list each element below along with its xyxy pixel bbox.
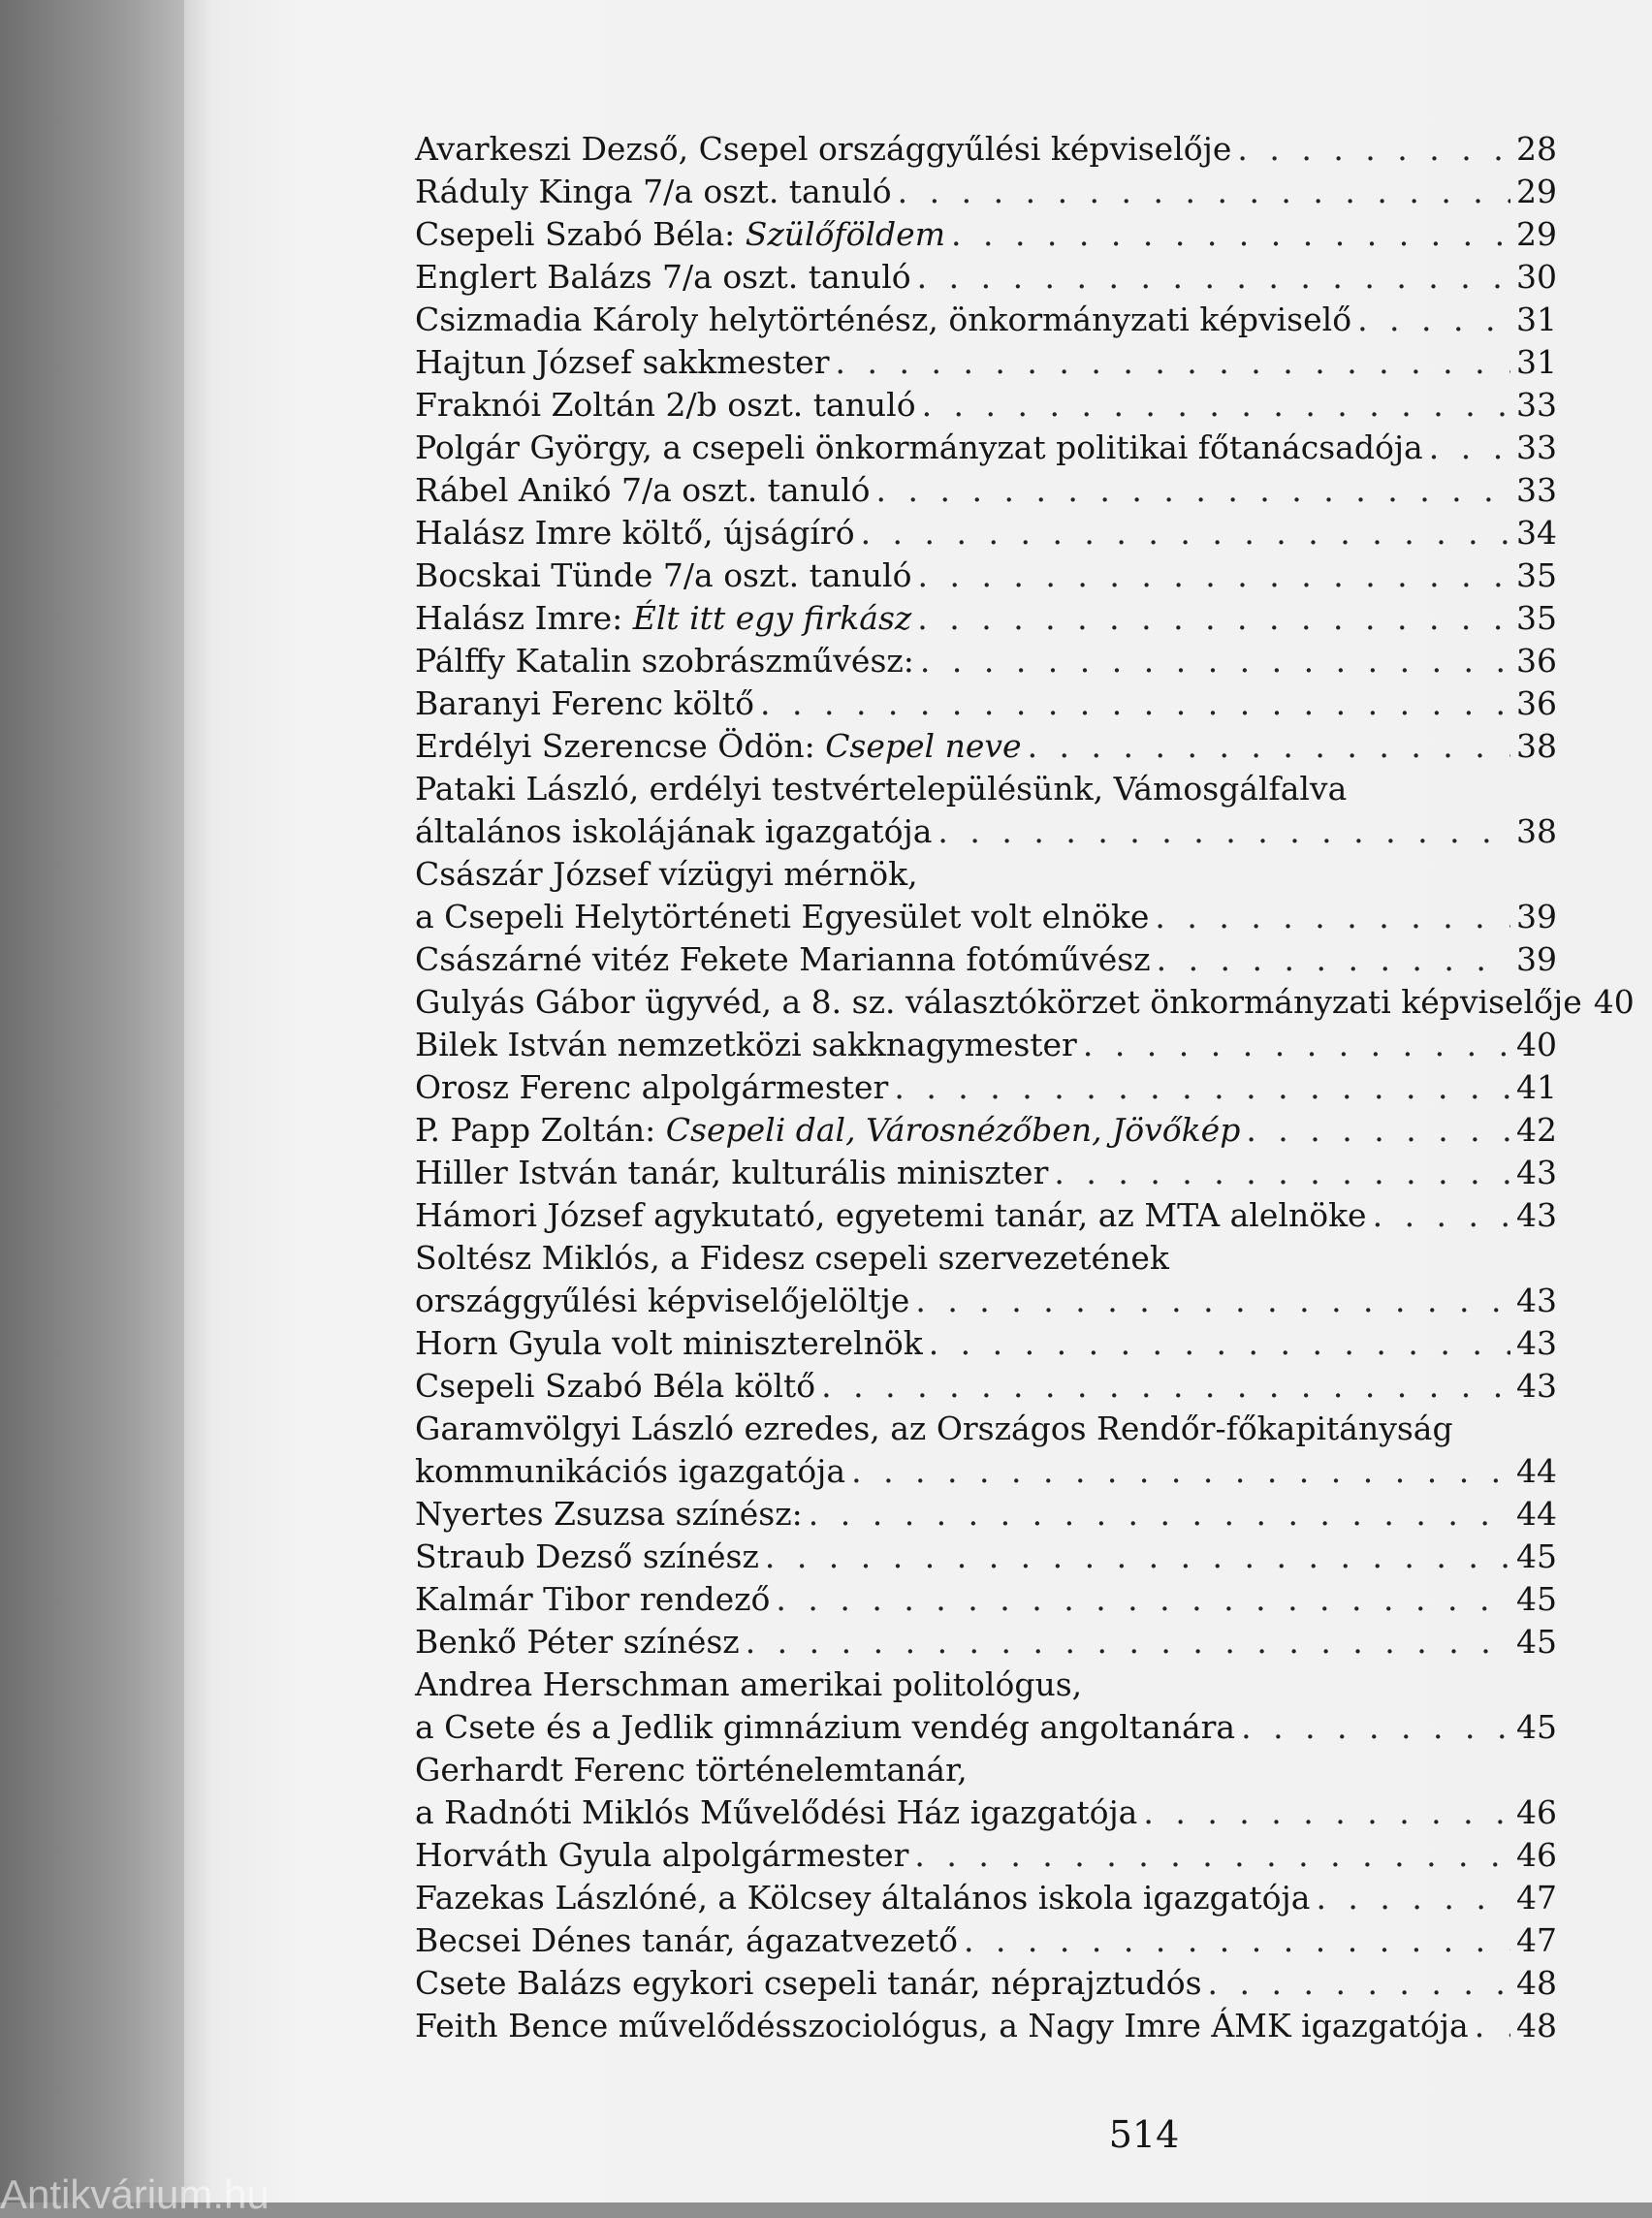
toc-entry-title	[415, 299, 1351, 341]
dot-leader	[821, 1365, 1510, 1408]
toc-entry	[415, 938, 1557, 981]
toc-entry	[415, 1536, 1557, 1578]
toc-entry-row	[415, 1322, 1557, 1365]
dot-leader	[922, 384, 1510, 427]
toc-entry	[415, 1408, 1557, 1493]
toc-entry-row	[415, 299, 1557, 341]
toc-entry-row	[415, 1109, 1557, 1152]
toc-entry-text: Orosz Ferenc alpolgármester	[415, 1068, 889, 1106]
toc-entry-text: Csizmadia Károly helytörténész, önkormányzati képviselő	[415, 301, 1352, 338]
toc-entry	[415, 597, 1557, 640]
toc-entry	[415, 1493, 1557, 1536]
toc-entry-title	[415, 1578, 770, 1621]
toc-entry-row	[415, 1024, 1557, 1066]
toc-entry-title	[415, 725, 1022, 768]
toc-entry	[415, 427, 1557, 469]
toc-entry-text: Hámori József agykutató, egyetemi tanár, az MTA alelnöke	[415, 1196, 1367, 1234]
toc-entry-page: 34	[1516, 514, 1557, 552]
toc-entry-row	[415, 896, 1557, 938]
toc-entry	[415, 341, 1557, 384]
dot-leader	[1143, 1791, 1510, 1834]
watermark: Antikvárium.hu	[0, 2171, 270, 2217]
toc-entry-row	[415, 725, 1557, 768]
toc-entry	[415, 1066, 1557, 1109]
toc-entry-row	[415, 128, 1557, 171]
toc-entry-row	[415, 512, 1557, 554]
toc-entry	[415, 384, 1557, 427]
toc-entry-title	[415, 213, 945, 256]
toc-entry-title	[415, 341, 830, 384]
dot-leader	[861, 512, 1510, 554]
toc-entry-page: 36	[1516, 684, 1557, 722]
toc-entry-text: Straub Dezső színész	[415, 1537, 759, 1575]
toc-entry-title	[415, 1919, 958, 1962]
toc-entry	[415, 213, 1557, 256]
toc-entry-row	[415, 1536, 1557, 1578]
toc-entry	[415, 725, 1557, 768]
toc-entry-page: 45	[1516, 1580, 1557, 1618]
toc-entry-page: 33	[1516, 428, 1557, 466]
page-number: 514	[1108, 2113, 1180, 2156]
toc-entry-title	[415, 171, 892, 213]
toc-entry-row	[415, 1280, 1557, 1322]
toc-entry-first-line: Soltész Miklós, a Fidesz csepeli szervezetének	[415, 1239, 1169, 1277]
toc-entry-text: Császárné vitéz Fekete Marianna fotóművész	[415, 940, 1151, 978]
toc-entry-page: 42	[1516, 1111, 1557, 1149]
toc-entry-text: Horn Gyula volt miniszterelnök	[415, 1324, 923, 1362]
toc-entry-title	[415, 640, 914, 682]
toc-entry-title	[415, 1450, 845, 1493]
dot-leader	[917, 554, 1510, 597]
toc-entry-page: 35	[1516, 599, 1557, 637]
toc-entry-first-line: Császár József vízügyi mérnök,	[415, 855, 918, 893]
toc-entry-text: Ráduly Kinga 7/a oszt. tanuló	[415, 173, 892, 210]
toc-entry-row	[415, 1621, 1557, 1664]
toc-entry-title	[415, 1322, 923, 1365]
toc-entry	[415, 1365, 1557, 1408]
dot-leader	[1208, 1962, 1510, 2005]
toc-entry	[415, 981, 1635, 1024]
toc-entry-text: Fazekas Lászlóné, a Kölcsey általános iskola igazgatója	[415, 1879, 1311, 1917]
dot-leader	[1429, 427, 1510, 469]
toc-entry-text: Csepeli Szabó Béla:	[415, 215, 746, 253]
toc-entry-row	[415, 682, 1557, 725]
toc-entry	[415, 2005, 1557, 2047]
toc-entry-row	[415, 810, 1557, 853]
dot-leader	[915, 1280, 1510, 1322]
toc-entry-text: a Csepeli Helytörténeti Egyesület volt elnöke	[415, 898, 1150, 935]
dot-leader	[760, 682, 1510, 725]
dot-leader	[920, 640, 1510, 682]
toc-entry-text: Horváth Gyula alpolgármester	[415, 1836, 909, 1874]
dot-leader	[809, 1493, 1510, 1536]
toc-entry-page: 29	[1516, 215, 1557, 253]
toc-entry	[415, 1322, 1557, 1365]
toc-entry-page: 38	[1516, 727, 1557, 765]
toc-entry-page: 45	[1516, 1708, 1557, 1746]
toc-entry-row	[415, 1791, 1557, 1834]
toc-entry	[415, 554, 1557, 597]
toc-entry-page: 33	[1516, 386, 1557, 424]
toc-entry-title	[415, 597, 911, 640]
toc-entry-title	[415, 1280, 909, 1322]
toc-entry-page: 44	[1516, 1495, 1557, 1533]
toc-entry-title	[415, 384, 916, 427]
toc-entry-row	[415, 597, 1557, 640]
toc-entry-row	[415, 554, 1557, 597]
toc-entry-text: P. Papp Zoltán:	[415, 1111, 666, 1149]
dot-leader	[929, 1322, 1510, 1365]
toc-entry	[415, 1152, 1557, 1194]
toc-entry	[415, 1749, 1557, 1834]
toc-entry-page: 40	[1516, 1026, 1557, 1063]
toc-entry-title	[415, 981, 1582, 1024]
toc-entry-row	[415, 1194, 1557, 1237]
toc-entry-row	[415, 1962, 1557, 2005]
toc-entry	[415, 1834, 1557, 1877]
toc-entry-text: országgyűlési képviselőjelöltje	[415, 1282, 910, 1319]
toc-entry	[415, 768, 1557, 853]
toc-entry-text: Englert Balázs 7/a oszt. tanuló	[415, 258, 911, 296]
toc-entry-page: 29	[1516, 173, 1557, 210]
toc-entry	[415, 1237, 1557, 1322]
toc-entry-page: 28	[1516, 130, 1557, 168]
toc-entry-title	[415, 1066, 888, 1109]
toc-entry-text: Polgár György, a csepeli önkormányzat politikai főtanácsadója	[415, 428, 1423, 466]
toc-entry-row	[415, 1834, 1557, 1877]
toc-entry-text: Rábel Anikó 7/a oszt. tanuló	[415, 471, 871, 509]
toc-entry-text: Bocskai Tünde 7/a oszt. tanuló	[415, 556, 912, 594]
toc-entry-title	[415, 1109, 1240, 1152]
toc-entry-page: 41	[1516, 1068, 1557, 1106]
toc-entry	[415, 1109, 1557, 1152]
toc-entry-row	[415, 1578, 1557, 1621]
toc-entry-page: 45	[1516, 1623, 1557, 1661]
toc-entry	[415, 469, 1557, 512]
toc-entry	[415, 853, 1557, 938]
toc-entry-title	[415, 512, 855, 554]
toc-entry-page: 30	[1516, 258, 1557, 296]
dot-leader	[746, 1621, 1510, 1664]
toc-entry-text: Fraknói Zoltán 2/b oszt. tanuló	[415, 386, 916, 424]
toc-entry-title	[415, 938, 1151, 981]
toc-entry-title	[415, 1194, 1367, 1237]
toc-entry-text: Avarkeszi Dezső, Csepel országgyűlési képviselője	[415, 130, 1232, 168]
toc-entry-row	[415, 1450, 1557, 1493]
toc-entry-title	[415, 1365, 815, 1408]
toc-entry-page: 39	[1516, 898, 1557, 935]
toc-entry-page: 48	[1516, 2007, 1557, 2044]
toc-entry-first-line: Andrea Herschman amerikai politológus,	[415, 1665, 1083, 1703]
toc-entry-row	[415, 427, 1557, 469]
dot-leader	[914, 1834, 1510, 1877]
toc-entry-row	[415, 256, 1557, 299]
toc-entry-title	[415, 896, 1149, 938]
toc-entry-work-title: Csepel neve	[825, 727, 1022, 765]
toc-entry-title	[415, 1536, 759, 1578]
toc-entry-title	[415, 469, 871, 512]
toc-entry-title	[415, 1152, 1048, 1194]
dot-leader	[1373, 1194, 1510, 1237]
dot-leader	[1316, 1877, 1510, 1919]
toc-entry	[415, 1962, 1557, 2005]
toc-entry-text: Halász Imre:	[415, 599, 633, 637]
toc-entry-work-title: Csepeli dal, Városnézőben, Jövőkép	[665, 1111, 1241, 1149]
toc-entry-page: 40	[1593, 983, 1635, 1021]
toc-entry-work-title: Szülőföldem	[745, 215, 945, 253]
dot-leader	[876, 469, 1510, 512]
table-of-contents	[415, 128, 1635, 2047]
toc-entry-row	[415, 981, 1635, 1024]
toc-entry	[415, 1578, 1557, 1621]
toc-entry-page: 38	[1516, 812, 1557, 850]
toc-entry-page: 36	[1516, 642, 1557, 680]
toc-entry-title	[415, 1877, 1310, 1919]
toc-entry-text: kommunikációs igazgatója	[415, 1452, 846, 1490]
dot-leader	[964, 1919, 1510, 1962]
toc-entry-page: 47	[1516, 1921, 1557, 1959]
dot-leader	[917, 597, 1510, 640]
dot-leader	[1357, 299, 1510, 341]
toc-entry-row	[415, 1066, 1557, 1109]
toc-entry-row	[415, 938, 1557, 981]
dot-leader	[851, 1450, 1510, 1493]
dot-leader	[894, 1066, 1510, 1109]
toc-entry-row	[415, 341, 1557, 384]
toc-entry-text: Baranyi Ferenc költő	[415, 684, 755, 722]
dot-leader	[776, 1578, 1510, 1621]
toc-entry-row	[415, 1493, 1557, 1536]
toc-entry-title	[415, 1706, 1235, 1749]
toc-entry	[415, 1621, 1557, 1664]
toc-entry-page: 46	[1516, 1836, 1557, 1874]
toc-entry-text: Hajtun József sakkmester	[415, 343, 830, 381]
toc-entry-title	[415, 554, 911, 597]
toc-entry-title	[415, 1962, 1202, 2005]
toc-entry	[415, 1919, 1557, 1962]
toc-entry-page: 43	[1516, 1324, 1557, 1362]
toc-entry-page: 47	[1516, 1879, 1557, 1917]
toc-entry-text: Halász Imre költő, újságíró	[415, 514, 855, 552]
toc-entry-row	[415, 1706, 1557, 1749]
toc-entry-row	[415, 1919, 1557, 1962]
toc-entry-page: 35	[1516, 556, 1557, 594]
toc-entry-text: Kalmár Tibor rendező	[415, 1580, 771, 1618]
toc-entry-row	[415, 384, 1557, 427]
toc-entry-title	[415, 128, 1231, 171]
toc-entry	[415, 128, 1557, 171]
toc-entry-title	[415, 1621, 740, 1664]
toc-entry-text: Erdélyi Szerencse Ödön:	[415, 727, 826, 765]
toc-entry-row	[415, 2005, 1557, 2047]
toc-entry-row	[415, 1152, 1557, 1194]
dot-leader	[917, 256, 1510, 299]
toc-entry-title	[415, 1024, 1077, 1066]
toc-entry-row	[415, 1365, 1557, 1408]
toc-entry-text: Hiller István tanár, kulturális miniszter	[415, 1154, 1049, 1191]
toc-entry-text: Csete Balázs egykori csepeli tanár, néprajztudós	[415, 1964, 1202, 2002]
dot-leader	[836, 341, 1510, 384]
toc-entry	[415, 299, 1557, 341]
toc-entry	[415, 171, 1557, 213]
toc-entry-page: 43	[1516, 1154, 1557, 1191]
toc-entry-row	[415, 213, 1557, 256]
toc-entry	[415, 640, 1557, 682]
toc-entry-page: 43	[1516, 1367, 1557, 1405]
toc-entry-page: 39	[1516, 940, 1557, 978]
toc-entry-title	[415, 1834, 908, 1877]
book-page	[184, 0, 1652, 2202]
toc-entry	[415, 1664, 1557, 1749]
toc-entry-first-line: Garamvölgyi László ezredes, az Országos Rendőr-főkapitányság	[415, 1410, 1453, 1447]
toc-entry-page: 48	[1516, 1964, 1557, 2002]
dot-leader	[1083, 1024, 1510, 1066]
toc-entry-page: 31	[1516, 343, 1557, 381]
toc-entry	[415, 1194, 1557, 1237]
dot-leader	[1246, 1109, 1510, 1152]
toc-entry-work-title: Élt itt egy firkász	[632, 599, 912, 637]
toc-entry-title	[415, 1493, 803, 1536]
toc-entry-text: általános iskolájának igazgatója	[415, 812, 933, 850]
toc-entry-page: 31	[1516, 301, 1557, 338]
toc-entry	[415, 256, 1557, 299]
toc-entry	[415, 512, 1557, 554]
toc-entry-title	[415, 256, 911, 299]
toc-entry-title	[415, 1791, 1137, 1834]
toc-entry-text: Csepeli Szabó Béla költő	[415, 1367, 816, 1405]
toc-entry-row	[415, 171, 1557, 213]
toc-entry-title	[415, 682, 754, 725]
dot-leader	[937, 810, 1510, 853]
dot-leader	[1157, 938, 1510, 981]
toc-entry-row	[415, 1877, 1557, 1919]
toc-entry-row	[415, 640, 1557, 682]
dot-leader	[765, 1536, 1510, 1578]
toc-entry-text: Feith Bence művelődésszociológus, a Nagy Imre ÁMK igazgatója	[415, 2007, 1469, 2044]
toc-entry-text: a Radnóti Miklós Művelődési Ház igazgatója	[415, 1793, 1138, 1831]
toc-entry-page: 45	[1516, 1537, 1557, 1575]
toc-entry-title	[415, 427, 1423, 469]
dot-leader	[898, 171, 1510, 213]
toc-entry	[415, 1877, 1557, 1919]
dot-leader	[1028, 725, 1510, 768]
toc-entry-text: Benkő Péter színész	[415, 1623, 740, 1661]
toc-entry-text: Becsei Dénes tanár, ágazatvezető	[415, 1921, 958, 1959]
toc-entry-page: 43	[1516, 1196, 1557, 1234]
toc-entry-text: Nyertes Zsuzsa színész:	[415, 1495, 803, 1533]
toc-entry-page: 33	[1516, 471, 1557, 509]
dot-leader	[1241, 1706, 1510, 1749]
book-spine-shadow	[0, 0, 189, 2202]
dot-leader	[1054, 1152, 1510, 1194]
toc-entry-first-line: Gerhardt Ferenc történelemtanár,	[415, 1751, 968, 1789]
toc-entry-text: Pálffy Katalin szobrászművész:	[415, 642, 914, 680]
toc-entry-text: Bilek István nemzetközi sakknagymester	[415, 1026, 1077, 1063]
toc-entry-first-line: Pataki László, erdélyi testvértelepülésünk, Vámosgálfalva	[415, 770, 1348, 808]
dot-leader	[1155, 896, 1510, 938]
toc-entry-title	[415, 2005, 1469, 2047]
dot-leader	[1237, 128, 1510, 171]
toc-entry-text: a Csete és a Jedlik gimnázium vendég angoltanára	[415, 1708, 1236, 1746]
toc-entry-text: Gulyás Gábor ügyvéd, a 8. sz. választókörzet önkormányzati képviselője	[415, 983, 1582, 1021]
toc-entry	[415, 1024, 1557, 1066]
toc-entry-page: 43	[1516, 1282, 1557, 1319]
toc-entry-page: 46	[1516, 1793, 1557, 1831]
dot-leader	[951, 213, 1510, 256]
toc-entry-row	[415, 469, 1557, 512]
dot-leader	[1475, 2005, 1510, 2047]
toc-entry-title	[415, 810, 932, 853]
toc-entry	[415, 682, 1557, 725]
toc-entry-page: 44	[1516, 1452, 1557, 1490]
